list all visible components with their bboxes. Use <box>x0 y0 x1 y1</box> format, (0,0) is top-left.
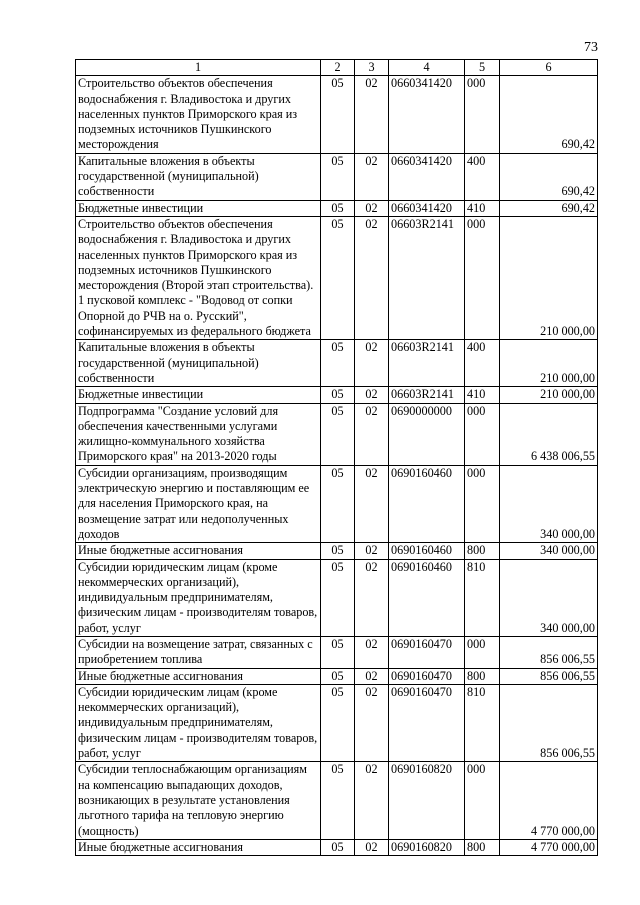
amount-cell: 340 000,00 <box>500 543 598 559</box>
amount-cell: 4 770 000,00 <box>500 839 598 855</box>
subsection-code-cell: 02 <box>355 387 389 403</box>
header-cell: 3 <box>355 60 389 76</box>
target-article-cell: 06603R2141 <box>389 387 465 403</box>
target-article-cell: 0690160470 <box>389 684 465 761</box>
expense-type-cell: 000 <box>465 636 500 668</box>
row-name-cell: Капитальные вложения в объекты государственной (муниципальной) собственности <box>76 340 321 387</box>
target-article-cell: 0690160820 <box>389 762 465 839</box>
page-number: 73 <box>584 40 598 55</box>
row-name-cell: Иные бюджетные ассигнования <box>76 839 321 855</box>
subsection-code-cell: 02 <box>355 216 389 339</box>
subsection-code-cell: 02 <box>355 668 389 684</box>
target-article-cell: 0660341420 <box>389 76 465 153</box>
header-cell: 2 <box>321 60 355 76</box>
expense-type-cell: 400 <box>465 153 500 200</box>
table-row <box>76 465 598 542</box>
row-name-cell: Капитальные вложения в объекты государственной (муниципальной) собственности <box>76 153 321 200</box>
table-row <box>76 839 598 855</box>
row-name-cell: Субсидии юридическим лицам (кроме некоммерческих организаций), индивидуальным предпринимателям, физическим лицам - производителям товаров, работ, услуг <box>76 684 321 761</box>
subsection-code-cell: 02 <box>355 559 389 636</box>
target-article-cell: 06603R2141 <box>389 340 465 387</box>
subsection-code-cell: 02 <box>355 762 389 839</box>
table-row <box>76 340 598 387</box>
amount-cell: 340 000,00 <box>500 559 598 636</box>
section-code-cell: 05 <box>321 762 355 839</box>
target-article-cell: 0690160460 <box>389 559 465 636</box>
amount-cell: 856 006,55 <box>500 684 598 761</box>
row-name-cell: Субсидии на возмещение затрат, связанных с приобретением топлива <box>76 636 321 668</box>
subsection-code-cell: 02 <box>355 684 389 761</box>
table-row <box>76 636 598 668</box>
expense-type-cell: 810 <box>465 684 500 761</box>
target-article-cell: 0690160470 <box>389 636 465 668</box>
expense-type-cell: 410 <box>465 200 500 216</box>
expense-type-cell: 800 <box>465 839 500 855</box>
header-cell: 6 <box>500 60 598 76</box>
expense-type-cell: 000 <box>465 403 500 465</box>
header-cell: 1 <box>76 60 321 76</box>
amount-cell: 210 000,00 <box>500 387 598 403</box>
section-code-cell: 05 <box>321 387 355 403</box>
target-article-cell: 0690160460 <box>389 543 465 559</box>
subsection-code-cell: 02 <box>355 403 389 465</box>
target-article-cell: 06603R2141 <box>389 216 465 339</box>
target-article-cell: 0690160460 <box>389 465 465 542</box>
section-code-cell: 05 <box>321 465 355 542</box>
header-row <box>76 60 598 76</box>
section-code-cell: 05 <box>321 200 355 216</box>
expense-type-cell: 800 <box>465 543 500 559</box>
target-article-cell: 0660341420 <box>389 200 465 216</box>
row-name-cell: Бюджетные инвестиции <box>76 387 321 403</box>
section-code-cell: 05 <box>321 668 355 684</box>
section-code-cell: 05 <box>321 636 355 668</box>
amount-cell: 6 438 006,55 <box>500 403 598 465</box>
expense-type-cell: 800 <box>465 668 500 684</box>
expense-type-cell: 000 <box>465 465 500 542</box>
row-name-cell: Субсидии организациям, производящим электрическую энергию и поставляющим ее для населения Приморского края, на возмещение затрат или недополученных доходов <box>76 465 321 542</box>
table-row <box>76 559 598 636</box>
row-name-cell: Иные бюджетные ассигнования <box>76 543 321 559</box>
subsection-code-cell: 02 <box>355 340 389 387</box>
header-cell: 5 <box>465 60 500 76</box>
section-code-cell: 05 <box>321 839 355 855</box>
row-name-cell: Субсидии юридическим лицам (кроме некоммерческих организаций), индивидуальным предпринимателям, физическим лицам - производителям товаров, работ, услуг <box>76 559 321 636</box>
amount-cell: 4 770 000,00 <box>500 762 598 839</box>
row-name-cell: Субсидии теплоснабжающим организациям на компенсацию выпадающих доходов, возникающих в результате установления льготного тарифа на тепловую энергию (мощность) <box>76 762 321 839</box>
expense-type-cell: 000 <box>465 76 500 153</box>
expense-type-cell: 810 <box>465 559 500 636</box>
amount-cell: 340 000,00 <box>500 465 598 542</box>
expense-type-cell: 000 <box>465 216 500 339</box>
table-row <box>76 387 598 403</box>
section-code-cell: 05 <box>321 684 355 761</box>
section-code-cell: 05 <box>321 216 355 339</box>
row-name-cell: Бюджетные инвестиции <box>76 200 321 216</box>
expense-type-cell: 410 <box>465 387 500 403</box>
section-code-cell: 05 <box>321 403 355 465</box>
subsection-code-cell: 02 <box>355 465 389 542</box>
table-row <box>76 684 598 761</box>
target-article-cell: 0690000000 <box>389 403 465 465</box>
table-row <box>76 543 598 559</box>
amount-cell: 210 000,00 <box>500 216 598 339</box>
subsection-code-cell: 02 <box>355 153 389 200</box>
section-code-cell: 05 <box>321 76 355 153</box>
table-row <box>76 153 598 200</box>
amount-cell: 690,42 <box>500 76 598 153</box>
target-article-cell: 0660341420 <box>389 153 465 200</box>
table-row <box>76 762 598 839</box>
header-cell: 4 <box>389 60 465 76</box>
row-name-cell: Иные бюджетные ассигнования <box>76 668 321 684</box>
amount-cell: 690,42 <box>500 200 598 216</box>
section-code-cell: 05 <box>321 340 355 387</box>
expense-type-cell: 400 <box>465 340 500 387</box>
amount-cell: 856 006,55 <box>500 668 598 684</box>
row-name-cell: Подпрограмма "Создание условий для обеспечения качественными услугами жилищно-коммунального хозяйства Приморского края" на 2013-2020 годы <box>76 403 321 465</box>
table-row <box>76 76 598 153</box>
amount-cell: 856 006,55 <box>500 636 598 668</box>
subsection-code-cell: 02 <box>355 839 389 855</box>
table-row <box>76 403 598 465</box>
section-code-cell: 05 <box>321 153 355 200</box>
table-row <box>76 668 598 684</box>
row-name-cell: Строительство объектов обеспечения водоснабжения г. Владивостока и других населенных пунктов Приморского края из подземных источников Пушкинского месторождения <box>76 76 321 153</box>
amount-cell: 690,42 <box>500 153 598 200</box>
amount-cell: 210 000,00 <box>500 340 598 387</box>
table-row <box>76 200 598 216</box>
budget-table <box>75 59 598 856</box>
target-article-cell: 0690160820 <box>389 839 465 855</box>
row-name-cell: Строительство объектов обеспечения водоснабжения г. Владивостока и других населенных пунктов Приморского края из подземных источников Пушкинского месторождения (Второй этап строительства). 1 пусковой комплекс - "Водовод от сопки Опорной до РЧВ на о. Русский", софинансируемых из федерального бюджета <box>76 216 321 339</box>
section-code-cell: 05 <box>321 543 355 559</box>
target-article-cell: 0690160470 <box>389 668 465 684</box>
subsection-code-cell: 02 <box>355 200 389 216</box>
subsection-code-cell: 02 <box>355 543 389 559</box>
table-row <box>76 216 598 339</box>
subsection-code-cell: 02 <box>355 636 389 668</box>
expense-type-cell: 000 <box>465 762 500 839</box>
subsection-code-cell: 02 <box>355 76 389 153</box>
section-code-cell: 05 <box>321 559 355 636</box>
